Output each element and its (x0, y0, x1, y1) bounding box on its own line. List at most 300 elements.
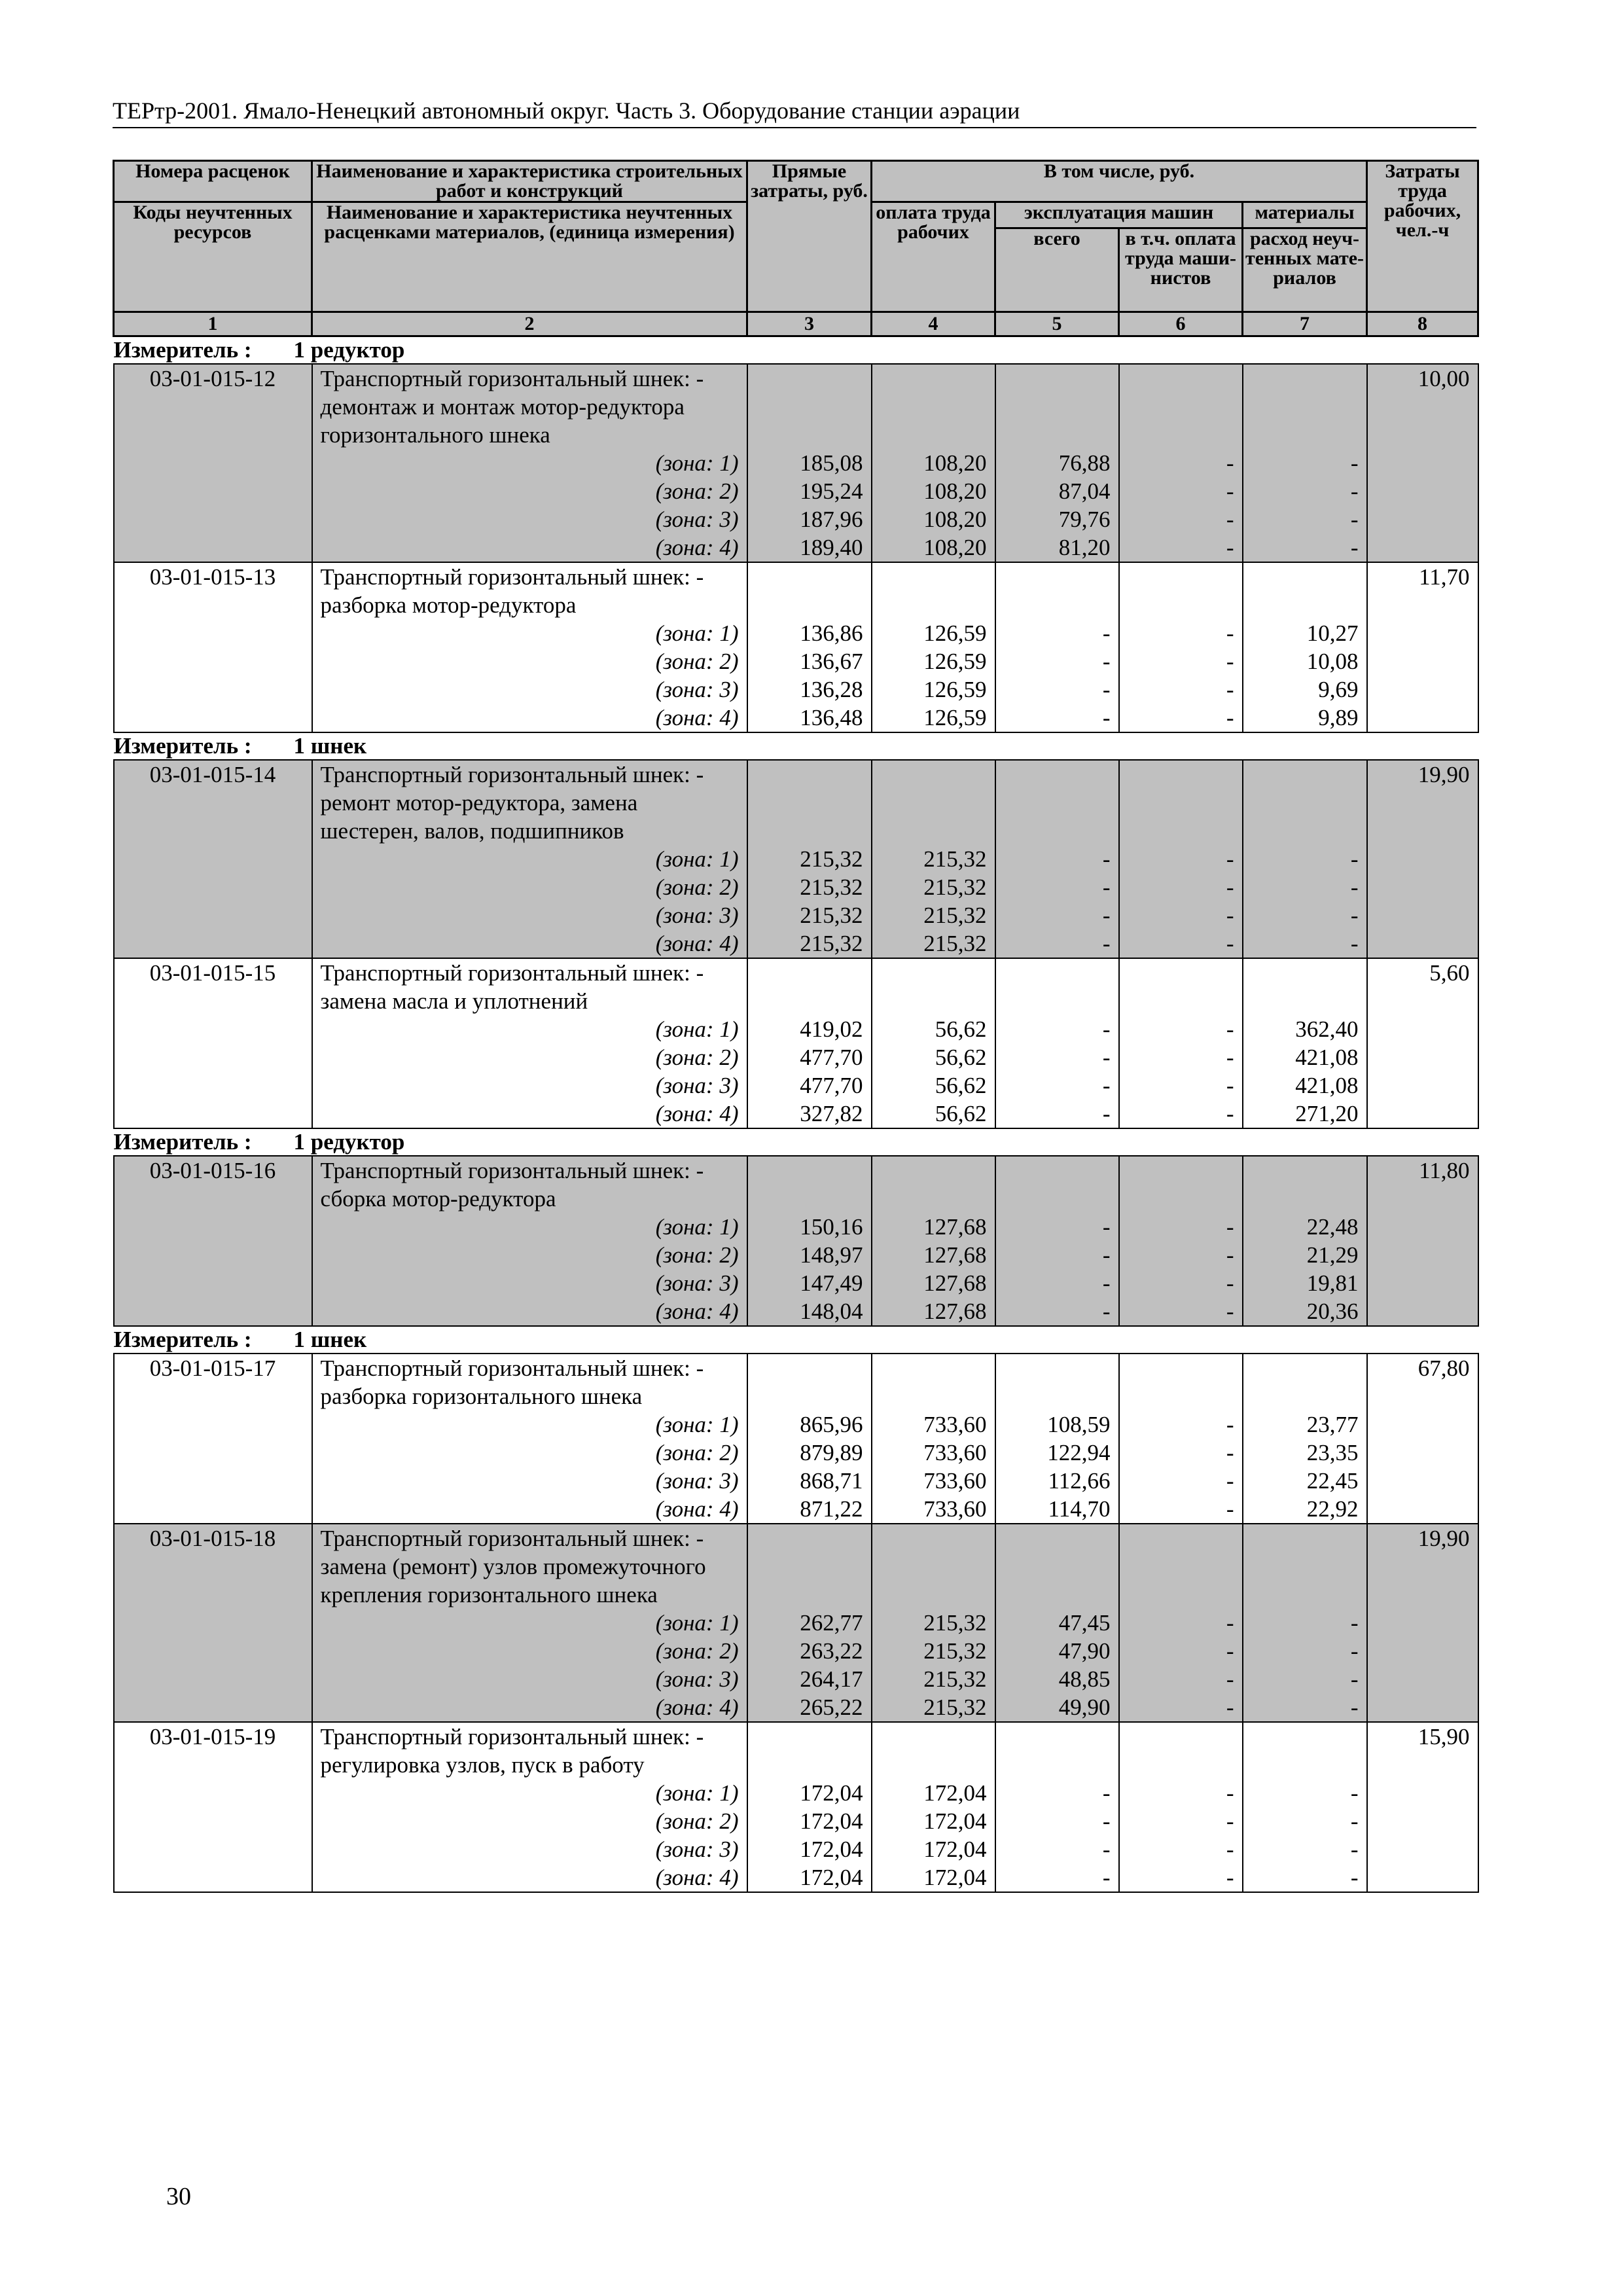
labor-costs (1367, 393, 1478, 421)
zone-label: (зона: 1) (312, 449, 747, 477)
operator-wage: - (1119, 1213, 1243, 1241)
rate-code (114, 1015, 312, 1043)
empty-cell (1119, 760, 1243, 789)
zone-label: (зона: 4) (312, 929, 747, 958)
empty-cell (995, 958, 1119, 987)
labor-costs: 15,90 (1367, 1722, 1478, 1751)
zone-row (114, 1241, 1478, 1269)
zone-row (114, 1213, 1478, 1241)
labor-costs (1367, 1100, 1478, 1128)
header-material-name: Наименование и характеристика неучтенных расценками материалов, (единица измерения) (312, 202, 747, 312)
zone-row (114, 929, 1478, 958)
zone-label: (зона: 1) (312, 1213, 747, 1241)
zone-label: (зона: 4) (312, 1863, 747, 1892)
labor-costs (1367, 591, 1478, 619)
measure-label: Измеритель : (113, 1129, 252, 1155)
direct-costs: 147,49 (747, 1269, 872, 1297)
direct-costs: 172,04 (747, 1863, 872, 1892)
materials: 10,27 (1243, 619, 1367, 647)
operator-wage: - (1119, 1410, 1243, 1439)
header-wage: оплата труда рабочих (872, 202, 995, 312)
machines-total: 112,66 (995, 1467, 1119, 1495)
zone-row (114, 477, 1478, 505)
zone-row (114, 1693, 1478, 1722)
direct-costs: 262,77 (747, 1609, 872, 1637)
work-name: Транспортный горизонтальный шнек: - (312, 760, 747, 789)
empty-cell (747, 1524, 872, 1552)
rate-code (114, 1693, 312, 1722)
measure-row (114, 732, 1478, 760)
zone-row (114, 1807, 1478, 1835)
direct-costs: 868,71 (747, 1467, 872, 1495)
rate-name-line (114, 817, 1478, 845)
measure-label: Измеритель : (113, 733, 252, 759)
rate-code (114, 1410, 312, 1439)
direct-costs: 879,89 (747, 1439, 872, 1467)
labor-costs (1367, 477, 1478, 505)
labor-costs (1367, 1835, 1478, 1863)
machines-total: - (995, 1779, 1119, 1807)
labor-costs (1367, 1382, 1478, 1410)
labor-costs (1367, 1410, 1478, 1439)
rate-code (114, 1439, 312, 1467)
rate-code: 03-01-015-19 (114, 1722, 312, 1751)
zone-row (114, 1410, 1478, 1439)
rate-code (114, 1071, 312, 1100)
column-number: 4 (872, 312, 995, 336)
zone-row (114, 1637, 1478, 1665)
direct-costs: 195,24 (747, 477, 872, 505)
materials: 22,48 (1243, 1213, 1367, 1241)
page-number: 30 (166, 2183, 191, 2210)
materials: - (1243, 1863, 1367, 1892)
labor-costs (1367, 1213, 1478, 1241)
operator-wage: - (1119, 1693, 1243, 1722)
machines-total: 81,20 (995, 533, 1119, 562)
rate-code (114, 1581, 312, 1609)
measure-value: 1 редуктор (293, 337, 405, 363)
rate-code (114, 505, 312, 533)
zone-label: (зона: 3) (312, 1835, 747, 1863)
zone-label: (зона: 4) (312, 533, 747, 562)
worker-wage: 172,04 (872, 1807, 995, 1835)
zone-label: (зона: 1) (312, 1410, 747, 1439)
empty-cell (1119, 1354, 1243, 1382)
labor-costs (1367, 1269, 1478, 1297)
column-number: 2 (312, 312, 747, 336)
empty-cell (995, 1581, 1119, 1609)
labor-costs (1367, 1581, 1478, 1609)
direct-costs: 264,17 (747, 1665, 872, 1693)
worker-wage: 108,20 (872, 449, 995, 477)
zone-label: (зона: 2) (312, 477, 747, 505)
machines-total: - (995, 845, 1119, 873)
machines-total: - (995, 704, 1119, 732)
materials: 10,08 (1243, 647, 1367, 675)
rate-name-line (114, 1552, 1478, 1581)
rate-name-line (114, 1382, 1478, 1410)
measure-cell (114, 336, 1478, 365)
machines-total: - (995, 1015, 1119, 1043)
empty-cell (1119, 591, 1243, 619)
empty-cell (1243, 958, 1367, 987)
worker-wage: 215,32 (872, 1693, 995, 1722)
rates-table (113, 160, 1479, 1893)
rate-code (114, 1807, 312, 1835)
rate-code (114, 1043, 312, 1071)
empty-cell (995, 1185, 1119, 1213)
empty-cell (747, 1185, 872, 1213)
machines-total: - (995, 929, 1119, 958)
empty-cell (872, 1751, 995, 1779)
empty-cell (1243, 789, 1367, 817)
worker-wage: 127,68 (872, 1297, 995, 1326)
empty-cell (1119, 1722, 1243, 1751)
materials: 9,89 (1243, 704, 1367, 732)
zone-row (114, 1439, 1478, 1467)
rate-row (114, 1524, 1478, 1552)
empty-cell (747, 1722, 872, 1751)
rate-code (114, 1609, 312, 1637)
empty-cell (872, 1156, 995, 1185)
worker-wage: 108,20 (872, 533, 995, 562)
empty-cell (872, 1185, 995, 1213)
worker-wage: 733,60 (872, 1439, 995, 1467)
machines-total: - (995, 1071, 1119, 1100)
rate-code (114, 929, 312, 958)
machines-total: - (995, 1241, 1119, 1269)
header-including: В том числе, руб. (872, 161, 1367, 202)
worker-wage: 215,32 (872, 1665, 995, 1693)
operator-wage: - (1119, 449, 1243, 477)
rate-row (114, 1722, 1478, 1751)
direct-costs: 136,86 (747, 619, 872, 647)
worker-wage: 215,32 (872, 901, 995, 929)
empty-cell (872, 421, 995, 449)
empty-cell (872, 1552, 995, 1581)
empty-cell (1119, 1524, 1243, 1552)
direct-costs: 172,04 (747, 1779, 872, 1807)
machines-total: - (995, 1835, 1119, 1863)
work-name: замена масла и уплотнений (312, 987, 747, 1015)
header-resource-codes: Коды неучтенных ресурсов (114, 202, 312, 312)
rate-code (114, 1241, 312, 1269)
rate-row (114, 1156, 1478, 1185)
column-number: 5 (995, 312, 1119, 336)
rate-code (114, 901, 312, 929)
zone-row (114, 901, 1478, 929)
empty-cell (1243, 1382, 1367, 1410)
zone-row (114, 1269, 1478, 1297)
labor-costs (1367, 1779, 1478, 1807)
zone-label: (зона: 3) (312, 1467, 747, 1495)
zone-row (114, 505, 1478, 533)
operator-wage: - (1119, 704, 1243, 732)
zone-label: (зона: 1) (312, 619, 747, 647)
empty-cell (747, 1382, 872, 1410)
rate-code (114, 1751, 312, 1779)
machines-total: - (995, 647, 1119, 675)
operator-wage: - (1119, 1015, 1243, 1043)
materials: - (1243, 1807, 1367, 1835)
operator-wage: - (1119, 675, 1243, 704)
operator-wage: - (1119, 901, 1243, 929)
zone-label: (зона: 3) (312, 505, 747, 533)
empty-cell (1119, 1751, 1243, 1779)
operator-wage: - (1119, 1807, 1243, 1835)
column-number: 1 (114, 312, 312, 336)
operator-wage: - (1119, 1297, 1243, 1326)
empty-cell (747, 760, 872, 789)
header-machines-total: всего (995, 228, 1119, 312)
labor-costs (1367, 817, 1478, 845)
machines-total: 114,70 (995, 1495, 1119, 1524)
rate-code (114, 647, 312, 675)
zone-row (114, 1071, 1478, 1100)
labor-costs (1367, 1552, 1478, 1581)
zone-row (114, 873, 1478, 901)
worker-wage: 56,62 (872, 1015, 995, 1043)
rate-code (114, 1637, 312, 1665)
work-name: Транспортный горизонтальный шнек: - (312, 1354, 747, 1382)
zone-row (114, 1665, 1478, 1693)
machines-total: - (995, 1863, 1119, 1892)
empty-cell (1119, 958, 1243, 987)
header-direct-costs: Прямые затраты, руб. (747, 161, 872, 312)
zone-label: (зона: 3) (312, 1665, 747, 1693)
empty-cell (1119, 393, 1243, 421)
empty-cell (1243, 760, 1367, 789)
empty-cell (1243, 1581, 1367, 1609)
empty-cell (747, 364, 872, 393)
worker-wage: 56,62 (872, 1100, 995, 1128)
empty-cell (995, 393, 1119, 421)
work-name: Транспортный горизонтальный шнек: - (312, 1722, 747, 1751)
rate-row (114, 562, 1478, 591)
empty-cell (1243, 1156, 1367, 1185)
machines-total: - (995, 1100, 1119, 1128)
operator-wage: - (1119, 1637, 1243, 1665)
zone-label: (зона: 4) (312, 1100, 747, 1128)
rate-code (114, 1467, 312, 1495)
materials: - (1243, 901, 1367, 929)
rate-row (114, 364, 1478, 393)
rate-code (114, 619, 312, 647)
labor-costs: 11,80 (1367, 1156, 1478, 1185)
rate-name-line (114, 393, 1478, 421)
empty-cell (872, 1722, 995, 1751)
direct-costs: 150,16 (747, 1213, 872, 1241)
measure-value: 1 шнек (293, 1327, 367, 1352)
empty-cell (1243, 421, 1367, 449)
rate-name-line (114, 1751, 1478, 1779)
worker-wage: 733,60 (872, 1467, 995, 1495)
empty-cell (1119, 1552, 1243, 1581)
empty-cell (747, 421, 872, 449)
zone-label: (зона: 2) (312, 1637, 747, 1665)
labor-costs (1367, 1665, 1478, 1693)
column-number: 8 (1367, 312, 1478, 336)
measure-value: 1 редуктор (293, 1129, 405, 1155)
zone-row (114, 845, 1478, 873)
labor-costs (1367, 789, 1478, 817)
work-name: крепления горизонтального шнека (312, 1581, 747, 1609)
column-numbers-row (114, 312, 1478, 336)
empty-cell (747, 591, 872, 619)
operator-wage: - (1119, 1043, 1243, 1071)
machines-total: 122,94 (995, 1439, 1119, 1467)
work-name: сборка мотор-редуктора (312, 1185, 747, 1213)
materials: 421,08 (1243, 1043, 1367, 1071)
zone-row (114, 1609, 1478, 1637)
zone-row (114, 1467, 1478, 1495)
zone-row (114, 533, 1478, 562)
empty-cell (1243, 1751, 1367, 1779)
zone-row (114, 1100, 1478, 1128)
zone-label: (зона: 1) (312, 845, 747, 873)
empty-cell (995, 1722, 1119, 1751)
operator-wage: - (1119, 647, 1243, 675)
direct-costs: 187,96 (747, 505, 872, 533)
empty-cell (1119, 1185, 1243, 1213)
zone-row (114, 1495, 1478, 1524)
rate-row (114, 760, 1478, 789)
direct-costs: 185,08 (747, 449, 872, 477)
empty-cell (1243, 364, 1367, 393)
labor-costs (1367, 704, 1478, 732)
machines-total: 79,76 (995, 505, 1119, 533)
empty-cell (747, 987, 872, 1015)
header-work-name: Наименование и характеристика строительных работ и конструкций (312, 161, 747, 202)
direct-costs: 477,70 (747, 1043, 872, 1071)
empty-cell (872, 364, 995, 393)
labor-costs (1367, 421, 1478, 449)
zone-label: (зона: 3) (312, 1071, 747, 1100)
materials: 19,81 (1243, 1269, 1367, 1297)
empty-cell (872, 1354, 995, 1382)
empty-cell (995, 591, 1119, 619)
measure-cell (114, 1128, 1478, 1156)
materials: - (1243, 477, 1367, 505)
worker-wage: 215,32 (872, 873, 995, 901)
rate-code (114, 1835, 312, 1863)
direct-costs: 865,96 (747, 1410, 872, 1439)
empty-cell (995, 789, 1119, 817)
empty-cell (872, 562, 995, 591)
empty-cell (747, 1354, 872, 1382)
rate-name-line (114, 1185, 1478, 1213)
rate-code: 03-01-015-15 (114, 958, 312, 987)
worker-wage: 127,68 (872, 1213, 995, 1241)
labor-costs (1367, 901, 1478, 929)
worker-wage: 215,32 (872, 1637, 995, 1665)
machines-total: - (995, 675, 1119, 704)
direct-costs: 136,48 (747, 704, 872, 732)
empty-cell (995, 421, 1119, 449)
empty-cell (995, 817, 1119, 845)
column-number: 6 (1119, 312, 1243, 336)
rate-code: 03-01-015-13 (114, 562, 312, 591)
zone-row (114, 1779, 1478, 1807)
empty-cell (1119, 789, 1243, 817)
worker-wage: 733,60 (872, 1495, 995, 1524)
rate-code (114, 1552, 312, 1581)
header-unaccounted-materials: расход неуч- тенных мате- риалов (1243, 228, 1367, 312)
work-name: горизонтального шнека (312, 421, 747, 449)
rate-name-line (114, 789, 1478, 817)
operator-wage: - (1119, 619, 1243, 647)
empty-cell (872, 1581, 995, 1609)
operator-wage: - (1119, 1241, 1243, 1269)
worker-wage: 172,04 (872, 1779, 995, 1807)
zone-label: (зона: 1) (312, 1609, 747, 1637)
labor-costs (1367, 1751, 1478, 1779)
machines-total: - (995, 901, 1119, 929)
page-header: ТЕРтр-2001. Ямало-Ненецкий автономный округ. Часть 3. Оборудование станции аэрации (113, 96, 1476, 128)
labor-costs (1367, 1241, 1478, 1269)
measure-row (114, 336, 1478, 365)
direct-costs: 215,32 (747, 929, 872, 958)
labor-costs (1367, 1609, 1478, 1637)
machines-total: - (995, 1269, 1119, 1297)
labor-costs (1367, 449, 1478, 477)
machines-total: 87,04 (995, 477, 1119, 505)
labor-costs: 11,70 (1367, 562, 1478, 591)
operator-wage: - (1119, 1665, 1243, 1693)
work-name: замена (ремонт) узлов промежуточного (312, 1552, 747, 1581)
direct-costs: 148,97 (747, 1241, 872, 1269)
zone-label: (зона: 1) (312, 1779, 747, 1807)
machines-total: 47,90 (995, 1637, 1119, 1665)
worker-wage: 127,68 (872, 1241, 995, 1269)
labor-costs (1367, 533, 1478, 562)
rate-code (114, 1779, 312, 1807)
labor-costs (1367, 1297, 1478, 1326)
zone-label: (зона: 1) (312, 1015, 747, 1043)
zone-row (114, 647, 1478, 675)
materials: - (1243, 845, 1367, 873)
materials: - (1243, 1693, 1367, 1722)
work-name: Транспортный горизонтальный шнек: - (312, 958, 747, 987)
materials: - (1243, 533, 1367, 562)
operator-wage: - (1119, 873, 1243, 901)
rate-code: 03-01-015-16 (114, 1156, 312, 1185)
labor-costs (1367, 1637, 1478, 1665)
zone-row (114, 1015, 1478, 1043)
rate-code (114, 789, 312, 817)
empty-cell (1243, 393, 1367, 421)
direct-costs: 172,04 (747, 1835, 872, 1863)
rate-code (114, 477, 312, 505)
worker-wage: 56,62 (872, 1071, 995, 1100)
direct-costs: 215,32 (747, 901, 872, 929)
empty-cell (1119, 1382, 1243, 1410)
header-rate-numbers: Номера расценок (114, 161, 312, 202)
empty-cell (1119, 817, 1243, 845)
machines-total: 47,45 (995, 1609, 1119, 1637)
machines-total: 108,59 (995, 1410, 1119, 1439)
empty-cell (872, 1382, 995, 1410)
operator-wage: - (1119, 1863, 1243, 1892)
labor-costs (1367, 505, 1478, 533)
operator-wage: - (1119, 1779, 1243, 1807)
zone-label: (зона: 4) (312, 1693, 747, 1722)
empty-cell (995, 1382, 1119, 1410)
labor-costs (1367, 929, 1478, 958)
direct-costs: 172,04 (747, 1807, 872, 1835)
worker-wage: 733,60 (872, 1410, 995, 1439)
labor-costs (1367, 1807, 1478, 1835)
